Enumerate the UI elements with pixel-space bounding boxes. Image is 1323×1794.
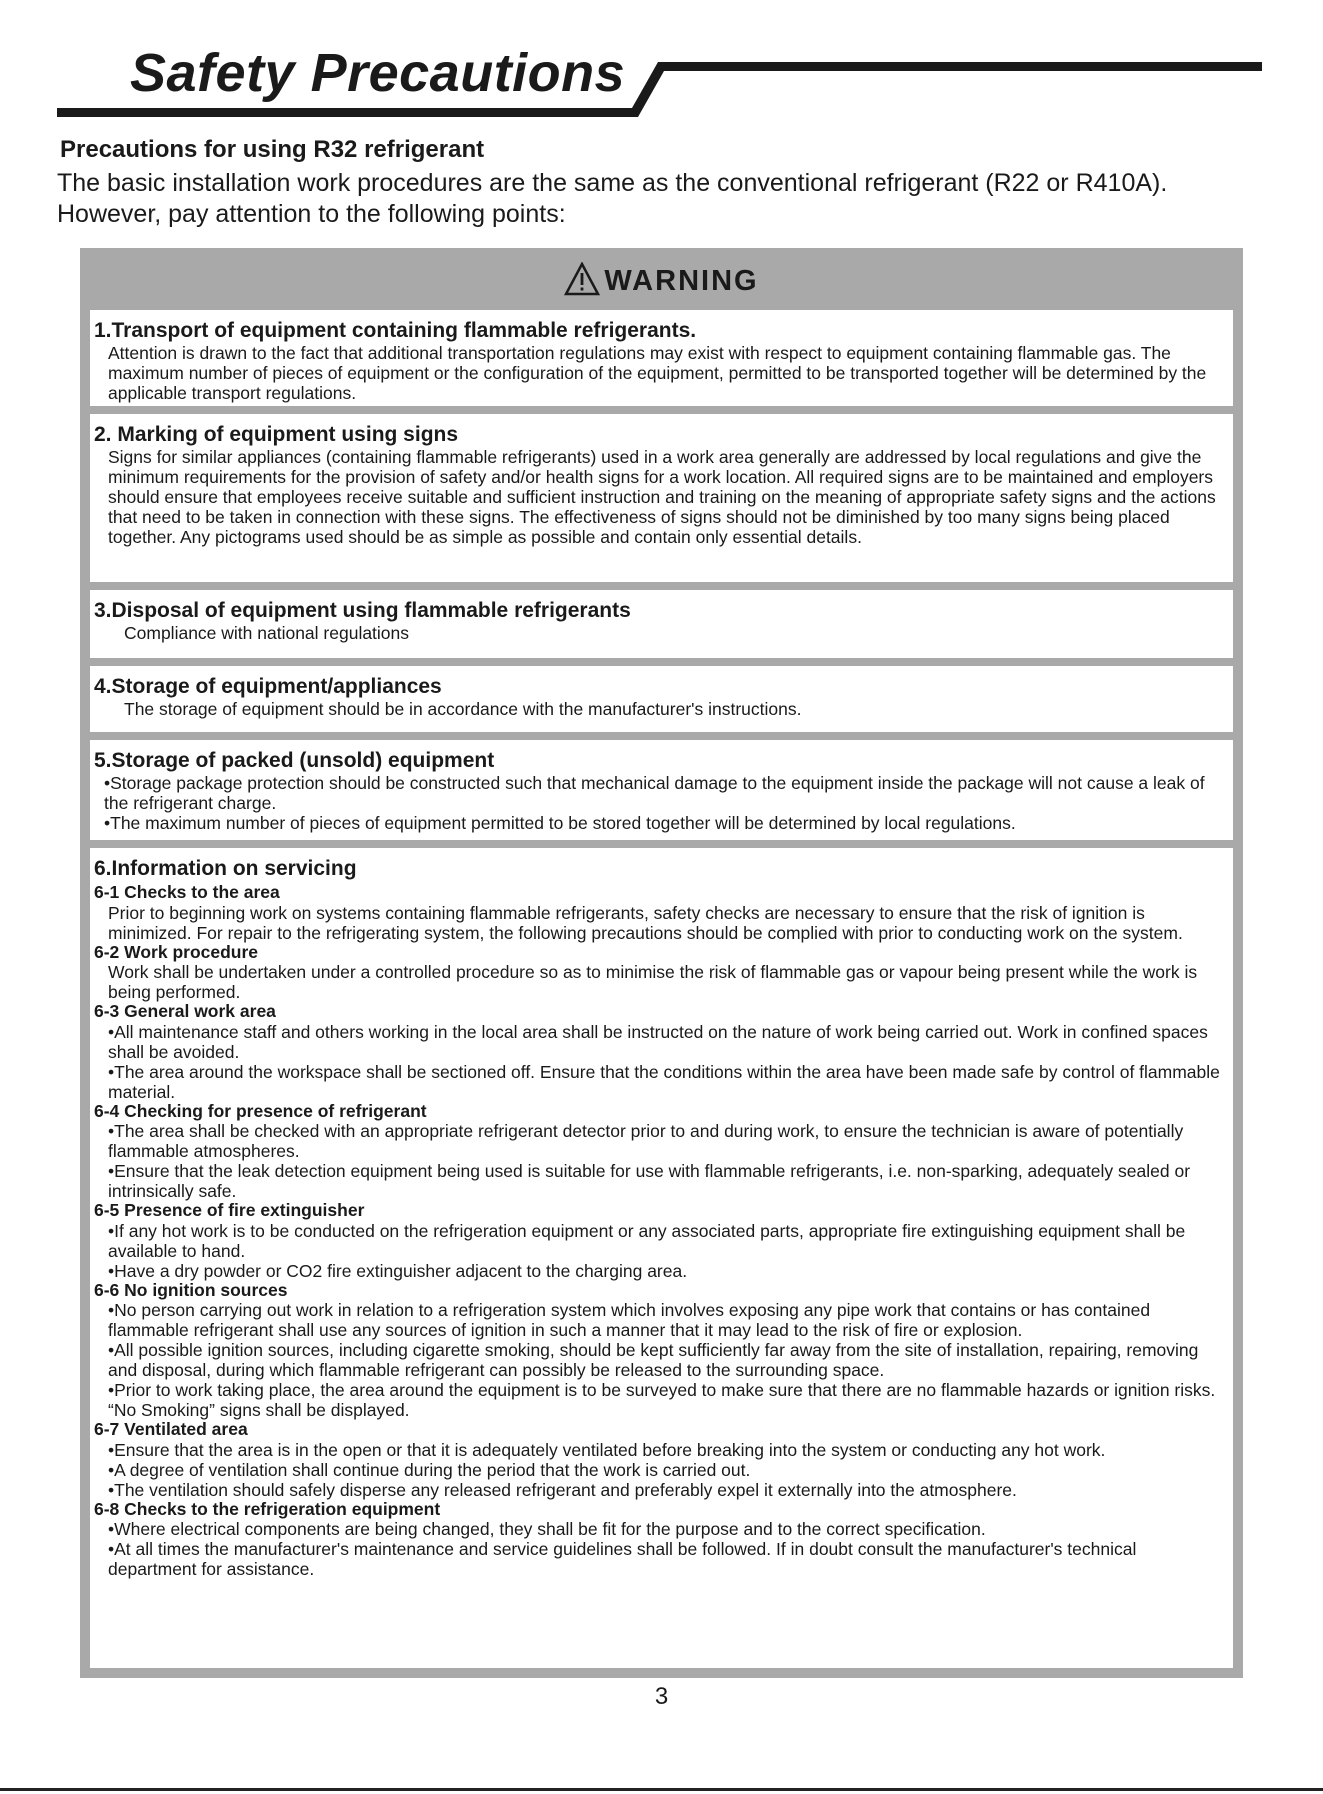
bullet-line: •The ventilation should safely disperse any released refrigerant and preferably expel it externally into the atmosphere.: [108, 1479, 1017, 1500]
section-marking: [90, 414, 1233, 582]
bottom-divider: [0, 1788, 1323, 1791]
section-text: Signs for similar appliances (containing flammable refrigerants) used in a work area generally are addressed by local regulations and give the minimum requirements for the provision of safety and/or health signs for a work location. All required signs are to be maintained and employers should ensure that employees receive suitable and sufficient instruction and training on the meaning of appropriate safety signs and the actions that need to be taken in connection with these signs. The effectiveness of signs should not be diminished by too many signs being placed together. Any pictograms used should be as simple as possible and contain only essential details.: [108, 447, 1216, 547]
intro-line: The basic installation work procedures are the same as the conventional refrigerant (R22 or R410A).: [57, 169, 1168, 197]
intro-line: However, pay attention to the following points:: [57, 200, 566, 228]
section-text: The storage of equipment should be in accordance with the manufacturer's instructions.: [124, 699, 802, 719]
page-number: 3: [654, 1683, 669, 1710]
section-storage: [90, 666, 1233, 732]
subsection-text: Work shall be undertaken under a controlled procedure so as to minimise the risk of flammable gas or vapour being present while the work is being performed.: [108, 962, 1198, 1002]
intro-text: [57, 168, 1307, 230]
section-text: Attention is drawn to the fact that additional transportation regulations may exist with respect to equipment containing flammable gas. The maximum number of pieces of equipment or the configuration of the equipment, permitted to be transported together will be determined by the applicable transport regulations.: [108, 343, 1207, 403]
subsection-title: 6-2 Work procedure: [94, 941, 259, 962]
bullet-line: •Ensure that the leak detection equipment being used is suitable for use with flammable refrigerants, i.e. non-sparking, adequately sealed or intrinsically safe.: [108, 1161, 1191, 1201]
bullet-line: •Where electrical components are being changed, they shall be fit for the purpose and to the correct specification.: [108, 1519, 986, 1539]
subsection-title: 6-1 Checks to the area: [94, 882, 280, 902]
bullet-line: •A degree of ventilation shall continue during the period that the work is carried out.: [108, 1459, 751, 1480]
warning-label: WARNING: [604, 265, 759, 297]
bullet-line: •All maintenance staff and others working in the local area shall be instructed on the nature of work being carried out. Work in confined spaces shall be avoided.: [108, 1021, 1208, 1062]
subsection-title: 6-3 General work area: [94, 1001, 276, 1021]
subsection-title: 6-6 No ignition sources: [94, 1279, 288, 1300]
section-title: 3.Disposal of equipment using flammable refrigerants: [94, 599, 631, 622]
bullet-line: •Storage package protection should be constructed such that mechanical damage to the equipment inside the package will not cause a leak of the refrigerant charge.: [104, 773, 1205, 813]
bullet-line: •Prior to work taking place, the area around the equipment is to be surveyed to make sure that there are no flammable hazards or ignition risks. “No Smoking” signs shall be displayed.: [108, 1380, 1216, 1420]
section-title: 2. Marking of equipment using signs: [94, 423, 459, 446]
section-disposal: [90, 590, 1233, 658]
bullet-line: •All possible ignition sources, including cigarette smoking, should be kept sufficiently far away from the site of installation, repairing, removing and disposal, during which flammable refrigerant can possibly be released to the surrounding space.: [108, 1340, 1199, 1380]
bullet-line: •The area shall be checked with an appropriate refrigerant detector prior to and during work, to ensure the technician is aware of potentially flammable atmospheres.: [108, 1121, 1184, 1161]
section-packed-storage: [90, 740, 1233, 840]
bullet-line: •At all times the manufacturer's maintenance and service guidelines shall be followed. If in doubt consult the manufacturer's technical department for assistance.: [108, 1539, 1137, 1579]
section-subheading: Precautions for using R32 refrigerant: [60, 136, 485, 163]
bullet-line: •No person carrying out work in relation to a refrigeration system which involves exposing any pipe work that contains or has contained flammable refrigerant shall use any sources of ignition in such a manner that it may lead to the risk of fire or explosion.: [108, 1300, 1151, 1340]
section-title: 5.Storage of packed (unsold) equipment: [94, 749, 495, 772]
bullet-line: •The area around the workspace shall be sectioned off. Ensure that the conditions within the area have been made safe by control of flammable material.: [108, 1061, 1220, 1102]
section-title: 4.Storage of equipment/appliances: [94, 675, 442, 698]
page-title: Safety Precautions: [130, 43, 626, 103]
subsection-title: 6-5 Presence of fire extinguisher: [94, 1200, 365, 1220]
warning-triangle-icon: [564, 262, 600, 296]
section-transport: [90, 310, 1233, 406]
subsection-title: 6-7 Ventilated area: [94, 1419, 248, 1439]
section-text: Compliance with national regulations: [124, 623, 410, 643]
section-title: 1.Transport of equipment containing flammable refrigerants.: [94, 319, 697, 342]
warning-heading: [80, 262, 1243, 298]
section-servicing: [90, 848, 1233, 1668]
bullet-line: •Ensure that the area is in the open or that it is adequately ventilated before breaking into the system or conducting any hot work.: [108, 1439, 1106, 1460]
subsection-title: 6-4 Checking for presence of refrigerant: [94, 1100, 427, 1121]
subsection-title: 6-8 Checks to the refrigeration equipment: [94, 1498, 441, 1519]
subsection-text: Prior to beginning work on systems containing flammable refrigerants, safety checks are necessary to ensure that the risk of ignition is minimized. For repair to the refrigerating system, the following precautions should be complied with prior to conducting work on the system.: [108, 902, 1183, 943]
section-title: 6.Information on servicing: [94, 857, 357, 880]
bullet-line: •If any hot work is to be conducted on the refrigeration equipment or any associated parts, appropriate fire extinguishing equipment shall be available to hand.: [108, 1220, 1186, 1261]
warning-panel: [80, 248, 1243, 1678]
bullet-line: •The maximum number of pieces of equipment permitted to be stored together will be determined by local regulations.: [104, 813, 1016, 833]
bullet-line: •Have a dry powder or CO2 fire extinguisher adjacent to the charging area.: [108, 1260, 688, 1281]
